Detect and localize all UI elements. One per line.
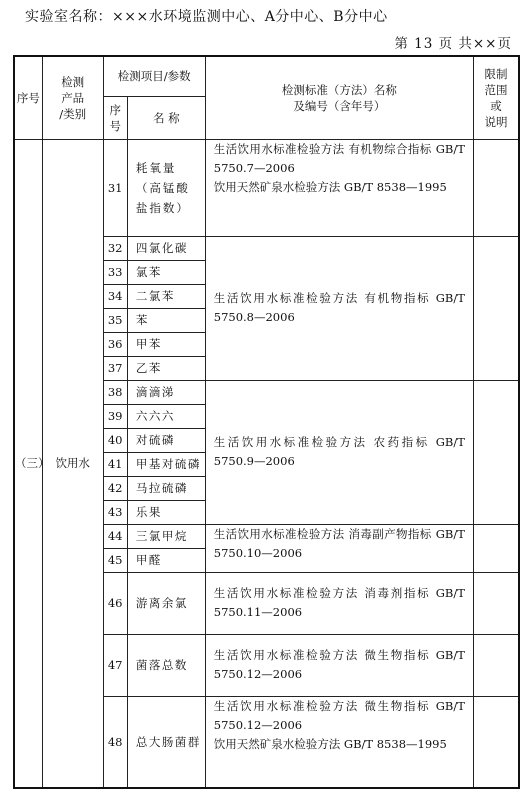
item-number: 44 bbox=[103, 524, 127, 548]
item-name: 乐果 bbox=[127, 500, 205, 524]
standard-cell: 生活饮用水标准检验方法 有机物指标 GB/T 5750.8—2006 bbox=[205, 236, 473, 380]
item-name: 乙苯 bbox=[127, 356, 205, 380]
standard-cell: 生活饮用水标准检验方法 农药指标 GB/T 5750.9—2006 bbox=[205, 380, 473, 524]
item-name: 耗氧量（高锰酸盐指数） bbox=[127, 139, 205, 236]
standard-cell: 生活饮用水标准检验方法 微生物指标 GB/T 5750.12—2006 饮用天然矿泉水检验方法 GB/T 8538—1995 bbox=[205, 696, 473, 788]
item-name: 滴滴涕 bbox=[127, 380, 205, 404]
item-name: 总大肠菌群 bbox=[127, 696, 205, 788]
item-number: 33 bbox=[103, 260, 127, 284]
item-number: 42 bbox=[103, 476, 127, 500]
item-number: 39 bbox=[103, 404, 127, 428]
item-name: 甲基对硫磷 bbox=[127, 452, 205, 476]
header-limit: 限制 范围 或 说明 bbox=[473, 56, 519, 139]
header-seq: 序号 bbox=[14, 56, 42, 139]
limit-cell bbox=[473, 524, 519, 572]
standard-cell: 生活饮用水标准检验方法 消毒副产物指标 GB/T 5750.10—2006 bbox=[205, 524, 473, 572]
header-standard: 检测标准（方法）名称 及编号（含年号） bbox=[205, 56, 473, 139]
item-name: 六六六 bbox=[127, 404, 205, 428]
header-item-seq: 序 号 bbox=[103, 96, 127, 139]
item-number: 46 bbox=[103, 572, 127, 634]
table-row bbox=[14, 139, 519, 236]
standard-cell: 生活饮用水标准检验方法 有机物综合指标 GB/T 5750.7—2006 饮用天然矿泉水检验方法 GB/T 8538—1995 bbox=[205, 139, 473, 236]
header-item-group: 检测项目/参数 bbox=[103, 56, 205, 96]
item-name: 甲醛 bbox=[127, 548, 205, 572]
lab-name-title: 实验室名称：×××水环境监测中心、A分中心、B分中心 bbox=[25, 9, 388, 25]
standard-cell: 生活饮用水标准检验方法 消毒剂指标 GB/T 5750.11—2006 bbox=[205, 572, 473, 634]
item-name: 马拉硫磷 bbox=[127, 476, 205, 500]
item-number: 48 bbox=[103, 696, 127, 788]
group-seq: （三） bbox=[14, 139, 42, 788]
limit-cell bbox=[473, 380, 519, 524]
item-number: 31 bbox=[103, 139, 127, 236]
item-number: 35 bbox=[103, 308, 127, 332]
standard-cell: 生活饮用水标准检验方法 微生物指标 GB/T 5750.12—2006 bbox=[205, 634, 473, 696]
item-number: 45 bbox=[103, 548, 127, 572]
item-number: 47 bbox=[103, 634, 127, 696]
item-number: 34 bbox=[103, 284, 127, 308]
item-name: 四氯化碳 bbox=[127, 236, 205, 260]
item-number: 32 bbox=[103, 236, 127, 260]
item-name: 苯 bbox=[127, 308, 205, 332]
item-number: 40 bbox=[103, 428, 127, 452]
item-name: 菌落总数 bbox=[127, 634, 205, 696]
item-name: 甲苯 bbox=[127, 332, 205, 356]
page-number-info: 第 13 页 共××页 bbox=[394, 36, 512, 52]
item-name: 游离余氯 bbox=[127, 572, 205, 634]
header-product: 检测 产品 /类别 bbox=[42, 56, 103, 139]
item-number: 38 bbox=[103, 380, 127, 404]
item-name: 对硫磷 bbox=[127, 428, 205, 452]
limit-cell bbox=[473, 634, 519, 696]
item-name: 氯苯 bbox=[127, 260, 205, 284]
item-number: 36 bbox=[103, 332, 127, 356]
limit-cell bbox=[473, 696, 519, 788]
item-name: 二氯苯 bbox=[127, 284, 205, 308]
group-product: 饮用水 bbox=[42, 139, 103, 788]
header-item-name: 名 称 bbox=[127, 96, 205, 139]
detection-capability-table bbox=[13, 55, 520, 789]
item-number: 37 bbox=[103, 356, 127, 380]
item-number: 43 bbox=[103, 500, 127, 524]
item-number: 41 bbox=[103, 452, 127, 476]
limit-cell bbox=[473, 572, 519, 634]
item-name: 三氯甲烷 bbox=[127, 524, 205, 548]
limit-cell bbox=[473, 139, 519, 236]
limit-cell bbox=[473, 236, 519, 380]
